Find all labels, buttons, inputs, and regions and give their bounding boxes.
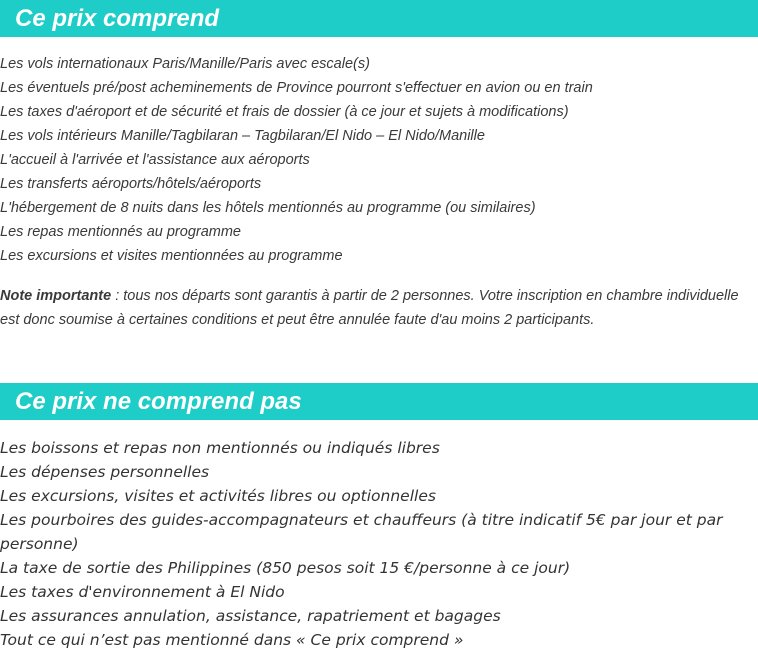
important-note-text: : tous nos départs sont garantis à partir de 2 personnes. Votre inscription en chambre individuelle est donc soumise à certaines conditions et peut être annulée faute d'au moins 2 participants. xyxy=(0,288,739,328)
included-item: L'accueil à l'arrivée et l'assistance aux aéroports xyxy=(0,152,310,168)
excluded-section-header xyxy=(0,383,758,420)
excluded-item: Tout ce qui n’est pas mentionné dans « Ce prix comprend » xyxy=(0,631,464,649)
excluded-item: La taxe de sortie des Philippines (850 pesos soit 15 €/personne à ce jour) xyxy=(0,559,571,577)
excluded-item: Les excursions, visites et activités libres ou optionnelles xyxy=(0,487,436,505)
important-note xyxy=(0,284,750,332)
included-item: Les repas mentionnés au programme xyxy=(0,224,241,240)
included-item: Les vols internationaux Paris/Manille/Paris avec escale(s) xyxy=(0,56,370,72)
included-items-list xyxy=(0,52,758,268)
excluded-item: Les boissons et repas non mentionnés ou indiqués libres xyxy=(0,439,440,457)
excluded-section-title: Ce prix ne comprend pas xyxy=(15,388,302,415)
included-item: Les vols intérieurs Manille/Tagbilaran – Tagbilaran/El Nido – El Nido/Manille xyxy=(0,128,485,144)
included-section-header xyxy=(0,0,758,37)
included-item: L'hébergement de 8 nuits dans les hôtels mentionnés au programme (ou similaires) xyxy=(0,200,536,216)
excluded-item: Les pourboires des guides-accompagnateurs et chauffeurs (à titre indicatif 5€ par jour et par personne) xyxy=(0,511,723,553)
included-item: Les transferts aéroports/hôtels/aéroports xyxy=(0,176,262,192)
included-item: Les éventuels pré/post acheminements de Province pourront s'effectuer en avion ou en train xyxy=(0,80,593,96)
excluded-item: Les dépenses personnelles xyxy=(0,463,210,481)
included-item: Les excursions et visites mentionnées au programme xyxy=(0,248,343,264)
excluded-item: Les assurances annulation, assistance, rapatriement et bagages xyxy=(0,607,501,625)
excluded-item: Les taxes d'environnement à El Nido xyxy=(0,583,285,601)
important-note-label: Note importante xyxy=(0,288,112,304)
included-item: Les taxes d'aéroport et de sécurité et frais de dossier (à ce jour et sujets à modifications) xyxy=(0,104,569,120)
included-section-title: Ce prix comprend xyxy=(15,5,220,32)
excluded-items-list xyxy=(0,436,756,652)
